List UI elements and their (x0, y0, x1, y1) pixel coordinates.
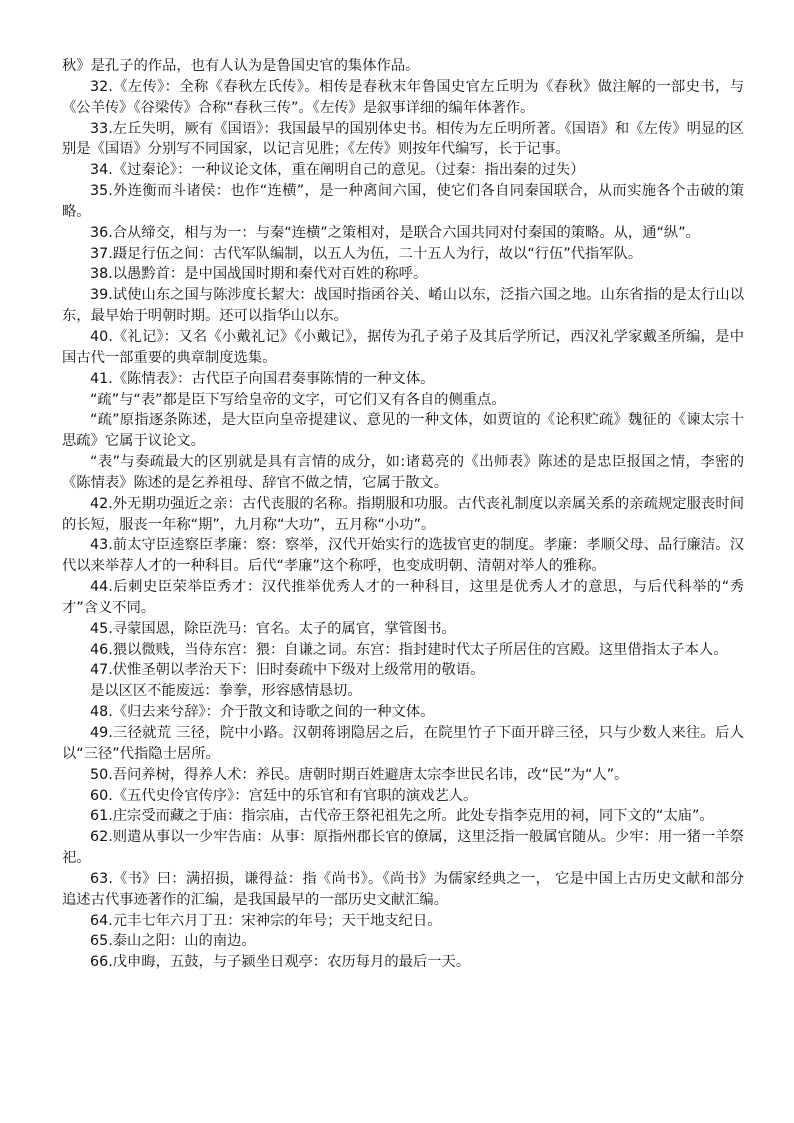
note-38-qianshou: 38.以愚黔首：是中国战国时期和秦代对百姓的称呼。 (90, 266, 428, 283)
note-34-guoqinlun: 34.《过秦论》：一种议论文体，重在阐明自己的意见。（过秦：指出秦的过失） (90, 162, 585, 179)
note-50-yangren: 50.吾问养树，得养人术：养民。唐朝时期百姓避唐太宗李世民名讳，改“民”为“人”。 (90, 766, 629, 783)
note-41-chenqingbiao: 41.《陈情表》：古代臣子向国君奏事陈情的一种文体。 (90, 370, 435, 387)
note-41-shu: “疏”原指逐条陈述，是大臣向皇帝提建议、意见的一种文体，如贾谊的《论积贮疏》魏征的《谏太宗十思疏》它属于议论文。 (62, 412, 744, 450)
note-32-zuozhuan: 32.《左传》：全称《春秋左氏传》。相传是春秋末年鲁国史官左丘明为《春秋》做注解的一部史书，与《公羊传》《谷梁传》合称“春秋三传”。《左传》是叙事详细的编年体著作。 (62, 78, 744, 116)
note-47-fuwei: 47.伏惟圣朝以孝治天下：旧时奏疏中下级对上级常用的敬语。 (90, 662, 485, 679)
note-41-shu-biao: “疏”与“表”都是臣下写给皇帝的文字，可它们又有各自的侧重点。 (90, 391, 506, 408)
note-60-lingguan: 60.《五代史伶官传序》：宫廷中的乐官和有官职的演戏艺人。 (90, 787, 478, 804)
note-47-ququ: 是以区区不能废远：拳拳，形容感情恳切。 (90, 683, 362, 700)
note-61-miao: 61.庄宗受而藏之于庙：指宗庙，古代帝王祭祀祖先之所。此处专指李克用的祠，同下文的“太庙”。 (90, 808, 714, 825)
note-49-sanjing: 49.三径就荒 三径，院中小路。汉朝蒋诩隐居之后，在院里竹子下面开辟三径，只与少数人来往。后人以“三径”代指隐士居所。 (62, 725, 744, 762)
note-44-xiucai: 44.后刺史臣荣举臣秀才：汉代推举优秀人才的一种科目，这里是优秀人才的意思，与后代科举的“秀才”含义不同。 (62, 579, 744, 616)
note-35-lianheng: 35.外连衡而斗诸侯：也作“连横”，是一种离间六国，使它们各自同秦国联合，从而实施各个击破的策略。 (62, 183, 744, 220)
note-43-xiaolian: 43.前太守臣逵察臣孝廉：察：察举，汉代开始实行的选拔官吏的制度。孝廉：孝顺父母、品行廉洁。汉代以来举荐人才的一种科目。后代“孝廉”这个称呼，也变成明朝、清朝对举人的雅称。 (62, 537, 744, 575)
paragraph-continuation: 秋》是孔子的作品，也有人认为是鲁国史官的集体作品。 (62, 58, 420, 74)
note-37-hangwu: 37.蹑足行伍之间：古代军队编制，以五人为伍，二十五人为行，故以“行伍”代指军队。 (90, 245, 643, 262)
note-41-biao: “表”与奏疏最大的区别就是具有言情的成分，如:诸葛亮的《出师表》陈述的是忠臣报国之情，李密的《陈情表》陈述的是乞养祖母、辞官不做之情，它属于散文。 (62, 454, 744, 491)
note-46-donggong: 46.猥以微贱，当侍东宫：猥：自谦之词。东宫：指封建时代太子所居住的宫殿。这里借指太子本人。 (90, 641, 728, 658)
note-62-shaolao: 62.则遣从事以一少牢告庙：从事：原指州郡长官的僚属，这里泛指一般属官随从。少牢：用一猪一羊祭祀。 (62, 829, 744, 867)
document-page (62, 56, 744, 973)
note-45-xianma: 45.寻蒙国恩，除臣洗马：官名。太子的属官，掌管图书。 (90, 620, 456, 637)
note-36-hezong: 36.合从缔交，相与为一：与秦“连横”之策相对，是联合六国共同对付秦国的策略。从，通“纵”。 (90, 224, 700, 241)
note-40-liji: 40.《礼记》：又名《小戴礼记》《小戴记》，据传为孔子弟子及其后学所记，西汉礼学家戴圣所编，是中国古代一部重要的典章制度选集。 (62, 328, 744, 366)
note-63-shangshu: 63.《书》曰：满招损，谦得益：指《尚书》。《尚书》为儒家经典之一， 它是中国上古历史文献和部分追述古代事迹著作的汇编，是我国最早的一部历史文献汇编。 (62, 870, 744, 908)
note-48-guiqulaixici: 48.《归去来兮辞》：介于散文和诗歌之间的一种文体。 (90, 704, 435, 721)
note-42-qigong: 42.外无期功强近之亲：古代丧服的名称。指期服和功服。古代丧礼制度以亲属关系的亲疏规定服丧时间的长短，服丧一年称“期”，九月称“大功”，五月称“小功”。 (62, 495, 744, 533)
note-64-yuanfeng: 64.元丰七年六月丁丑：宋神宗的年号；天干地支纪日。 (90, 912, 442, 929)
note-65-yang: 65.泰山之阳：山的南边。 (90, 933, 256, 950)
note-66-hui: 66.戊申晦，五鼓，与子颍坐日观亭：农历每月的最后一天。 (90, 954, 471, 971)
note-33-guoyu: 33.左丘失明，厥有《国语》：我国最早的国别体史书。相传为左丘明所著。《国语》和《左传》明显的区别是《国语》分别写不同国家，以记言见胜；《左传》则按年代编写，长于记事。 (62, 120, 744, 158)
note-39-shandong: 39.试使山东之国与陈涉度长絜大：战国时指函谷关、崤山以东，泛指六国之地。山东省指的是太行山以东，最早始于明朝时期。还可以指华山以东。 (62, 287, 744, 325)
